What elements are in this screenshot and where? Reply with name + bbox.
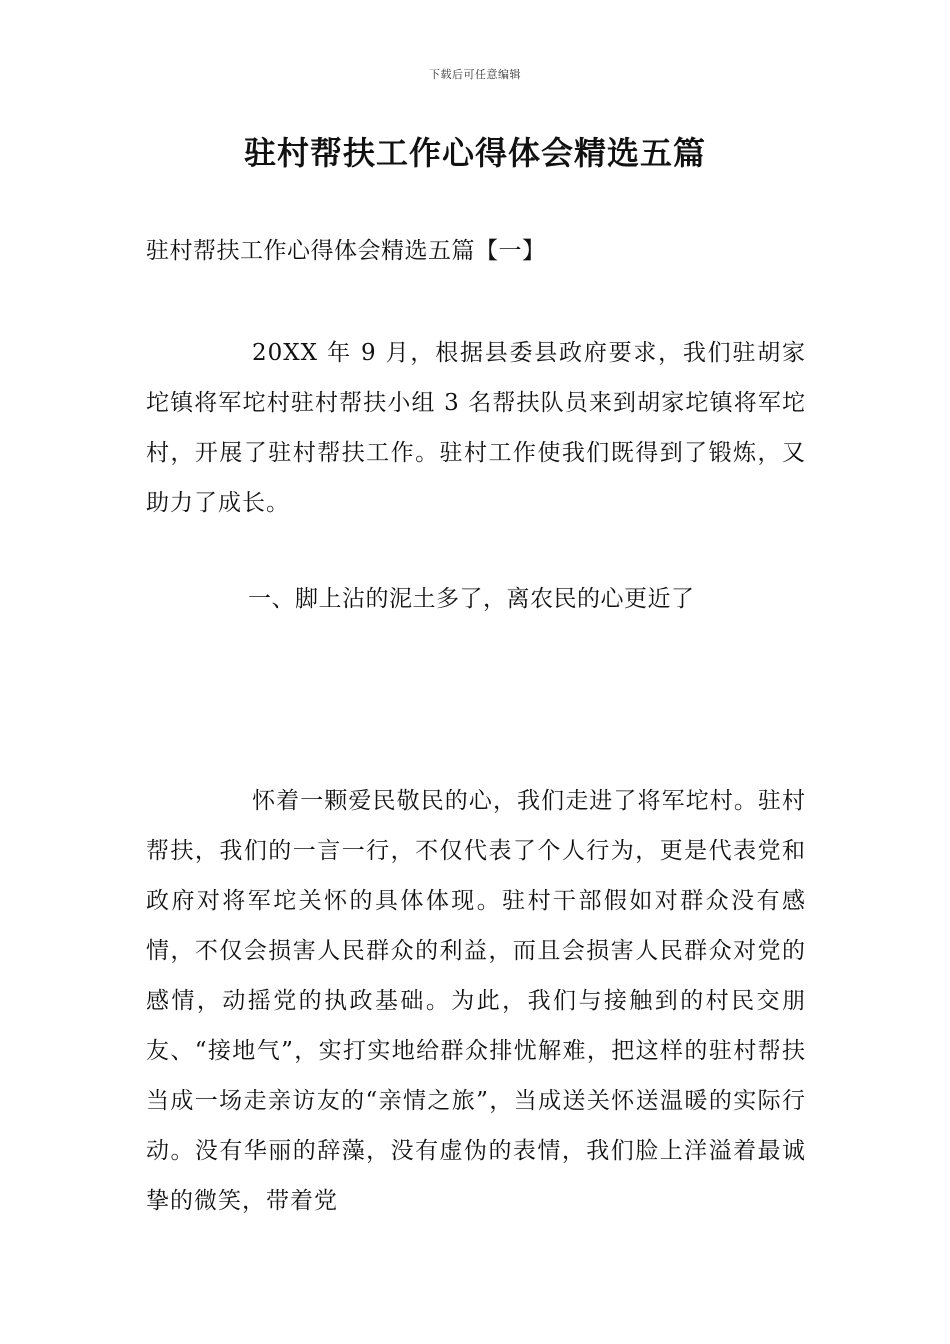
- paragraph-1-text: 20XX 年 9 月，根据县委县政府要求，我们驻胡家坨镇将军坨村驻村帮扶小组 3 名帮扶队员来到胡家坨镇将军坨村，开展了驻村帮扶工作。驻村工作使我们既得到了锻炼，又助力了成长。: [146, 340, 806, 516]
- subheading-1: 一、脚上沾的泥土多了，离农民的心更近了: [248, 586, 695, 612]
- header-note: 下载后可任意编辑: [429, 68, 521, 81]
- paragraph-2: [146, 776, 806, 1226]
- paragraph-1: [146, 328, 806, 528]
- document-title: 驻村帮扶工作心得体会精选五篇: [243, 134, 706, 172]
- section-heading: 驻村帮扶工作心得体会精选五篇【一】: [146, 238, 546, 264]
- paragraph-2-text: 怀着一颗爱民敬民的心，我们走进了将军坨村。驻村帮扶，我们的一言一行，不仅代表了个人行为，更是代表党和政府对将军坨关怀的具体体现。驻村干部假如对群众没有感情，不仅会损害人民群众的利益，而且会损害人民群众对党的感情，动摇党的执政基础。为此，我们与接触到的村民交朋友、“接地气”，实打实地给群众排忧解难，把这样的驻村帮扶当成一场走亲访友的“亲情之旅”，当成送关怀送温暖的实际行动。没有华丽的辞藻，没有虚伪的表情，我们脸上洋溢着最诚挚的微笑，带着党: [146, 788, 806, 1214]
